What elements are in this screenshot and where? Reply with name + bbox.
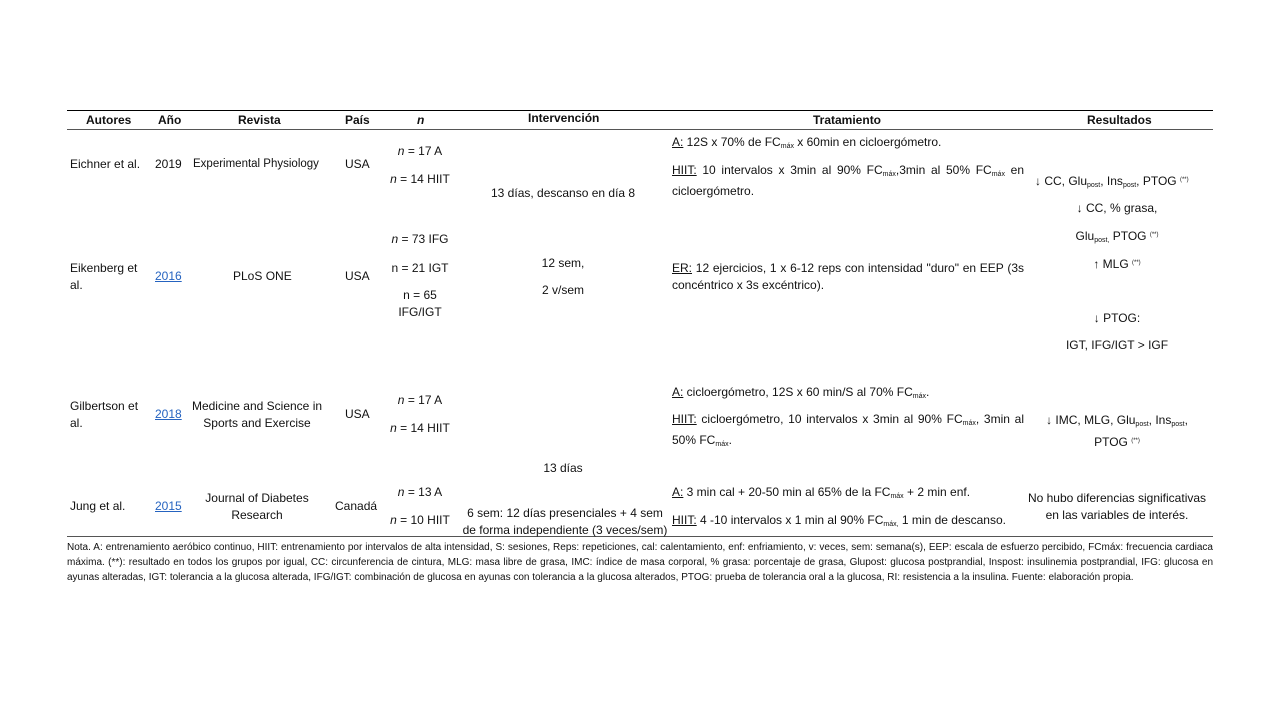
row4-revista: Journal of Diabetes Research (205, 491, 309, 522)
row1-tratamiento-hiit: HIIT: 10 intervalos x 3min al 90% $FC_{máx},3\min$ al 50% $FC_{máx}$ en cicloergómetro. (672, 163, 1025, 198)
row4-autores: Jung et al. (70, 499, 126, 513)
header-intervencion: Intervención (528, 111, 600, 125)
row4-n-a: n = 13 A (397, 485, 443, 499)
table-note (67, 536, 1213, 585)
header-autores: Autores (86, 113, 132, 127)
row4-anio-link[interactable]: 2015 (155, 499, 182, 513)
row2-anio-link[interactable]: 2016 (155, 269, 182, 283)
row4-n-hiit: n = 10 HIIT (390, 513, 450, 527)
row2-n-igt: n = 21 IGT (391, 261, 449, 275)
row1-tratamiento-a: A: 12S x 70% de $FC_{máx}$ x 60min en cicloergómetro. (672, 135, 942, 150)
row2-pais: USA (345, 269, 370, 283)
row2-n-ifgigt: n = 65 IFG/IGT (398, 288, 442, 319)
row2-resultados-3: ↑ MLG (**) (1093, 257, 1141, 271)
header-resultados: Resultados (1087, 113, 1152, 127)
row1-autores: Eichner et al. (70, 157, 141, 171)
row1-pais: USA (345, 157, 370, 171)
row2-resultados-4: ↓ PTOG: (1093, 311, 1141, 325)
row3-n-a: n = 17 A (397, 393, 443, 407)
row1-resultados: ↓ CC, Glu$_{post}$, Ins$_{post}$, PTOG (**) (1035, 174, 1189, 189)
row1-revista: Experimental Physiology (193, 158, 319, 170)
row3-autores: Gilbertson et al. (70, 399, 139, 430)
row4-tratamiento-a: A: 3 min cal + 20-50 min al 65% de la $FC_{máx} + 2$ min enf. (672, 485, 971, 500)
row4-resultados: No hubo diferencias significativas en las variables de interés. (1027, 491, 1207, 522)
row1-n-a: n = 17 A (397, 144, 443, 158)
row3-tratamiento-hiit: HIIT: cicloergómetro, 10 intervalos x 3min al 90% $FC_{máx}$, 3min al 50% $FC_{máx}$. (672, 412, 1024, 448)
row3-n-hiit: n = 14 HIIT (390, 421, 450, 435)
header-anio: Año (158, 113, 182, 127)
row2-resultados-2: Glu$_{post,}$ PTOG (**) (1075, 229, 1159, 244)
row2-resultados-1: ↓ CC, % grasa, (1076, 201, 1158, 215)
row2-autores: Eikenberg et al. (70, 261, 138, 292)
results-table (67, 110, 1213, 585)
row2-revista: PLoS ONE (233, 269, 292, 283)
row2-n-ifg: n = 73 IFG (391, 232, 449, 246)
row4-pais: Canadá (335, 499, 378, 513)
row2-intervencion-2: 2 v/sem (541, 283, 584, 297)
table-body (67, 130, 1213, 536)
row3-anio-link[interactable]: 2018 (155, 407, 182, 421)
row2-tratamiento-er: ER: 12 ejercicios, 1 x 6-12 reps con intensidad "duro" en EEP (3s concéntrico x 3s excéntrico). (672, 261, 1025, 292)
row3-resultados: ↓ IMC, MLG, Glu$_{post}$, Ins$_{post}$, PTOG (**) (1046, 413, 1188, 449)
row3-intervencion: 13 días (543, 461, 583, 475)
row3-revista: Medicine and Science in Sports and Exercise (191, 399, 323, 430)
row4-intervencion: 6 sem: 12 días presenciales + 4 sem de forma independiente (3 veces/sem) (462, 506, 668, 537)
note-text: Nota. A: entrenamiento aeróbico continuo, HIIT: entrenamiento por intervalos de alta intensidad, S: sesiones, Reps: repeticiones, cal: calentamiento, enf: enfriamiento, v: veces, sem: semana(s), EEP: escala de esfuerzo percibido, FCmáx: frecuencia cardiaca máxima. (**): resultado en todos los grupos por igual, CC: circunferencia de cintura, MLG: masa libre de grasa, IMC: índice de masa corporal, % grasa: porcentaje de grasa, Glupost: glucosa postprandial, Inspost: insulinemia postprandial, IFG: glucosa en ayunas alteradas, IGT: tolerancia a la glucosa alterada, IFG/IGT: combinación de glucosa en ayunas con tolerancia a la glucosa alterados, PTOG: prueba de tolerancia oral a la glucosa, RI: resistencia a la insulina. Fuente: elaboración propia. (67, 542, 1213, 583)
header-revista: Revista (238, 113, 281, 127)
header-tratamiento: Tratamiento (813, 113, 882, 127)
row2-resultados-5: IGT, IFG/IGT > IGF (1065, 338, 1169, 352)
row3-tratamiento-a: A: cicloergómetro, 12S x 60 min/S al 70% $FC_{máx}$. (672, 385, 930, 400)
row1-intervencion: 13 días, descanso en día 8 (491, 186, 636, 200)
table-header (67, 111, 1213, 130)
row1-n-hiit: n = 14 HIIT (390, 172, 450, 186)
header-pais: País (345, 113, 370, 127)
header-n: n (417, 113, 425, 127)
row1-anio: 2019 (155, 157, 182, 171)
row2-intervencion-1: 12 sem, (541, 256, 585, 270)
row3-pais: USA (345, 407, 370, 421)
row4-tratamiento-hiit: HIIT: 4 -10 intervalos x 1 min al 90% $FC_{máx,}$ 1 min de descanso. (672, 513, 1006, 528)
